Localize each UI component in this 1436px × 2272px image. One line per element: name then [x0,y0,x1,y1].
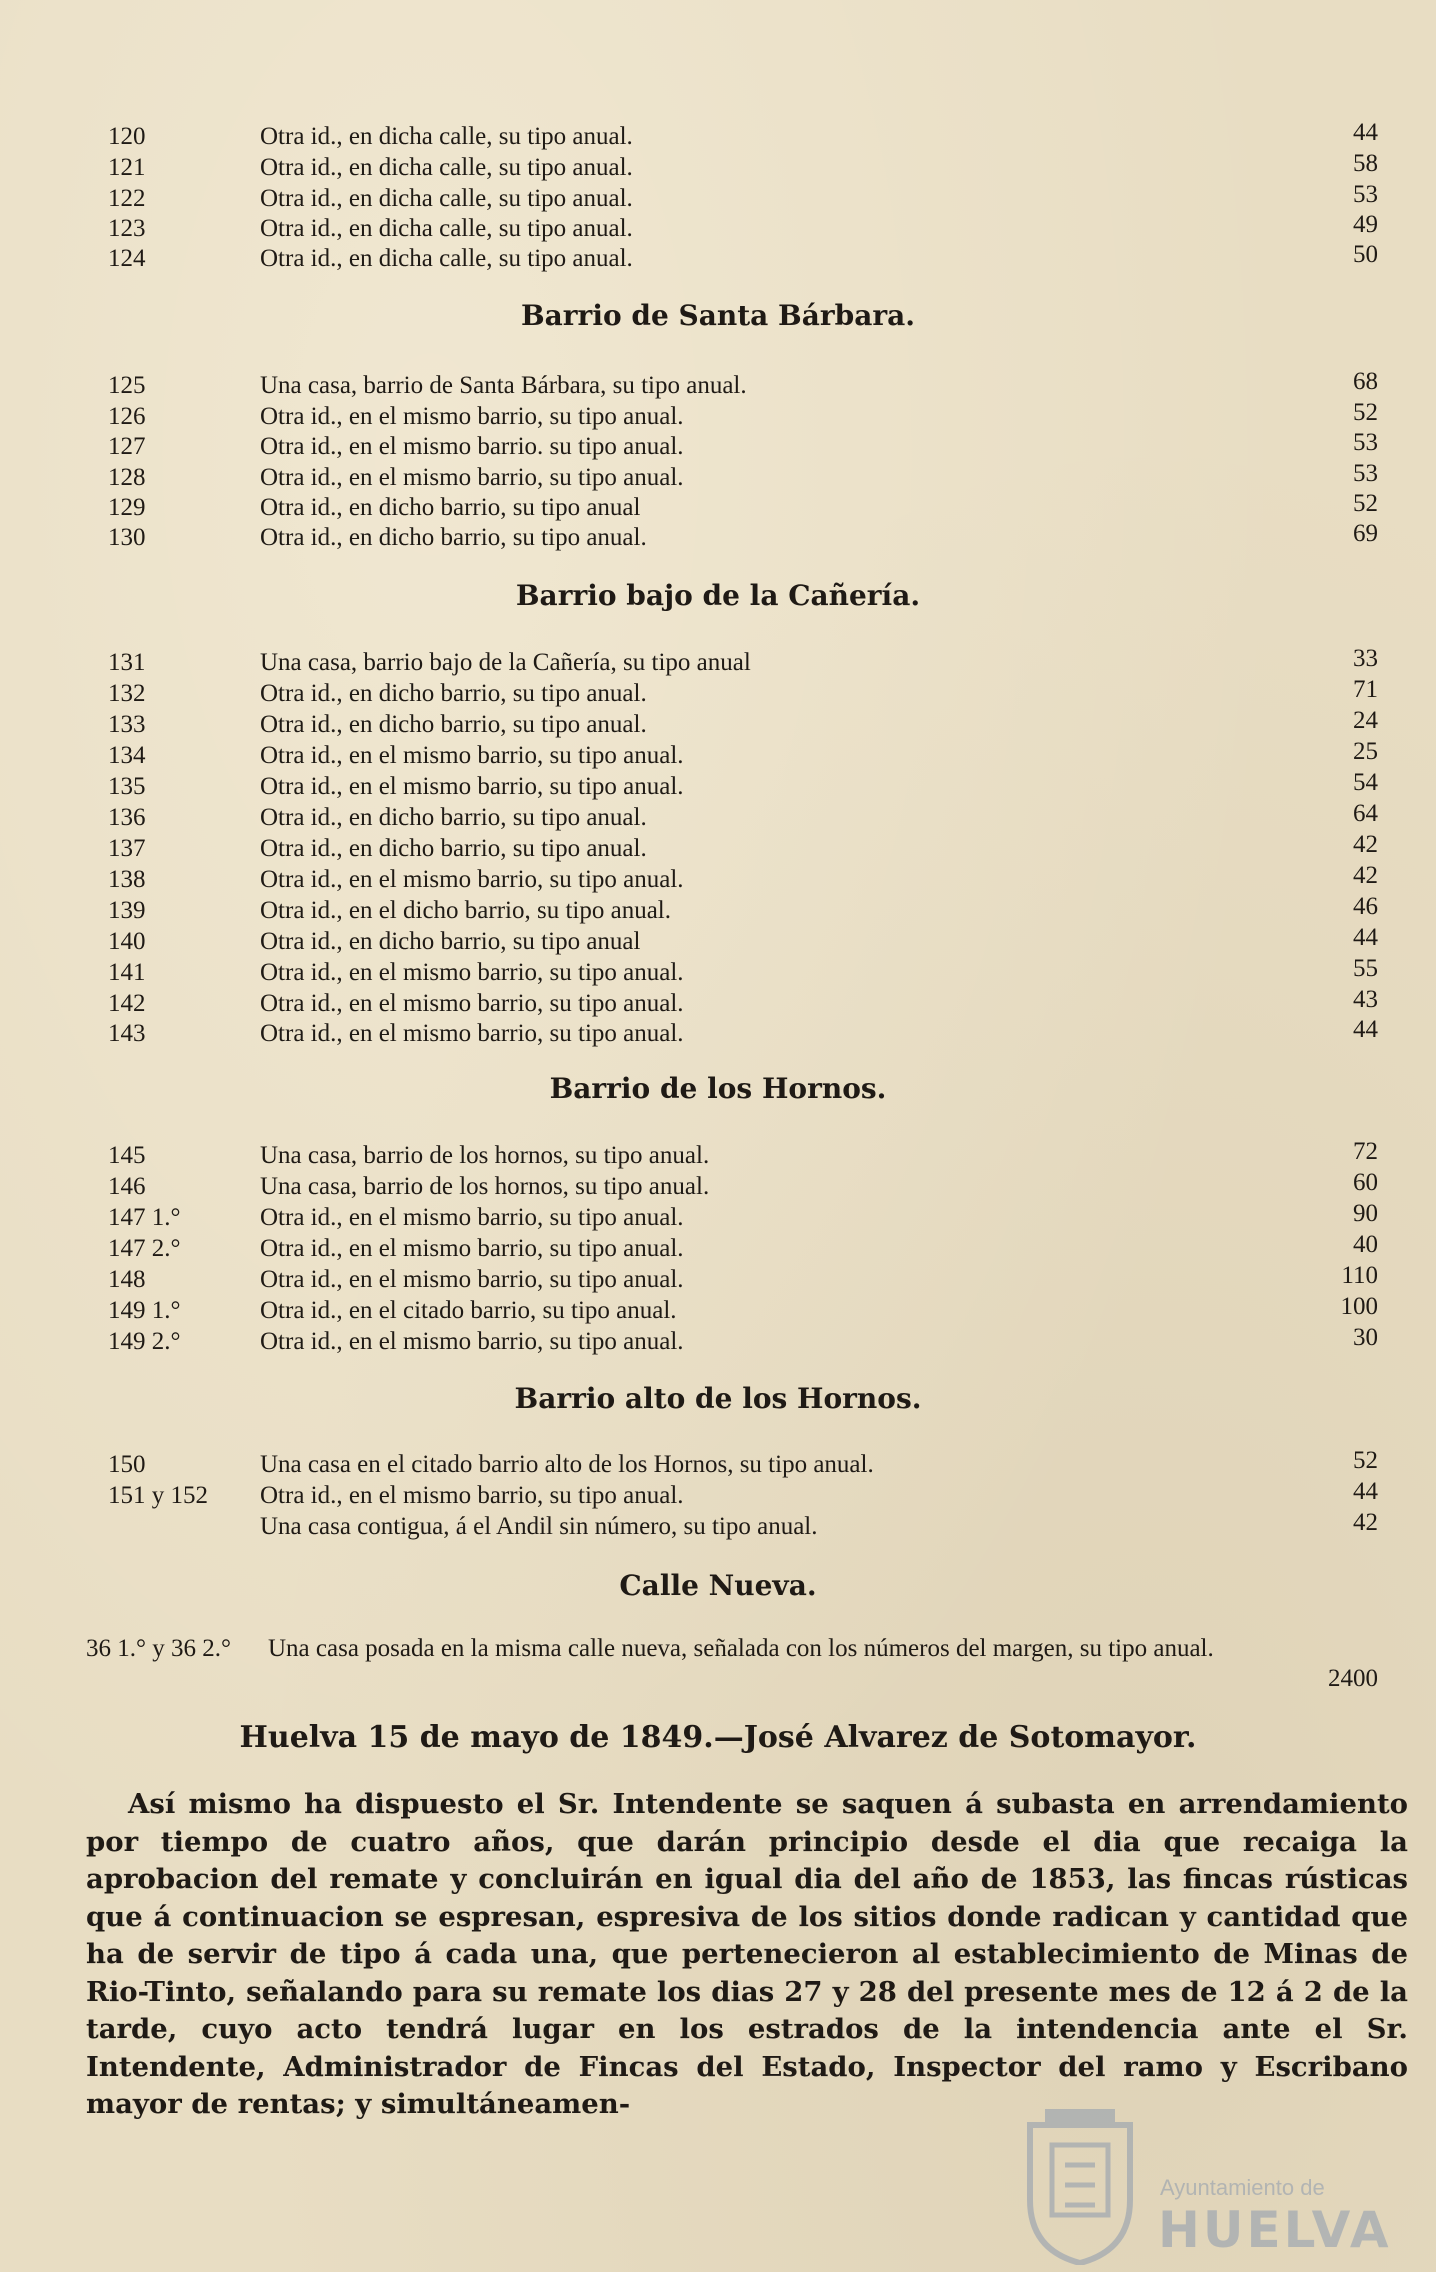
list-item [0,1140,1436,1171]
list-item [0,802,1436,833]
item-value: 33 [1353,645,1378,672]
list-item [0,1233,1436,1264]
item-description: Otra id., en el mismo barrio, su tipo anual. [260,866,684,893]
item-number: 138 [108,866,146,893]
item-number: 126 [108,403,146,430]
watermark-line1: Ayuntamiento de [1160,2175,1325,2200]
item-description: Otra id., en el dicho barrio, su tipo anual. [260,897,671,924]
section-heading: Barrio de los Hornos. [549,1072,887,1105]
item-number: 147 2.° [108,1235,181,1262]
item-value: 44 [1353,1478,1378,1505]
item-number: 140 [108,928,146,955]
item-description: Otra id., en el mismo barrio, su tipo anual. [260,1482,684,1509]
list-item [0,462,1436,493]
section-heading: Barrio de Santa Bárbara. [521,299,915,332]
item-description: Otra id., en el mismo barrio, su tipo anual. [260,1204,684,1231]
item-value: 72 [1353,1138,1378,1165]
item-number: 145 [108,1142,146,1169]
item-number: 143 [108,1020,146,1047]
item-number: 131 [108,649,146,676]
item-description: Otra id., en dicha calle, su tipo anual. [260,245,633,272]
list-item [0,833,1436,864]
list-item [0,213,1436,244]
item-value: 53 [1353,460,1378,487]
item-number: 149 2.° [108,1328,181,1355]
item-description: Una casa, barrio de Santa Bárbara, su tipo anual. [260,372,747,399]
item-description: Una casa posada en la misma calle nueva, señalada con los números del margen, su tipo anual. [268,1635,1214,1662]
item-number: 137 [108,835,146,862]
item-number: 123 [108,215,146,242]
list-item [0,522,1436,553]
signature-line: Huelva 15 de mayo de 1849.—José Alvarez de Sotomayor. [239,1720,1197,1755]
body-paragraph: Así mismo ha dispuesto el Sr. Intendente se saquen á subasta en arrendamiento por tiempo de cuatro años, que darán principio desde el dia que recaiga la aprobacion del remate y concluirán en igual dia del año de 1853, las fincas rústicas que á continuacion se espresan, espresiva de los sitios donde radican y cantidad que ha de servir de tipo á cada una, que pertenecieron al establecimiento de Minas de Rio-Tinto, señalando para su remate los dias 27 y 28 del presente mes de 12 á 2 de la tarde, cuyo acto tendrá lugar en los estrados de la intendencia ante el Sr. Intendente, Administrador de Fincas del Estado, Inspector del ramo y Escribano mayor de rentas; y simultáneamen- [86,1788,1408,2120]
section-heading: Barrio bajo de la Cañería. [515,579,921,612]
item-number: 132 [108,680,146,707]
item-number: 127 [108,433,146,460]
list-item [0,647,1436,678]
list-item [0,492,1436,523]
item-number: 139 [108,897,146,924]
list-item [0,183,1436,214]
list-item [0,1480,1436,1511]
item-value: 90 [1353,1200,1378,1227]
item-value: 71 [1353,676,1378,703]
watermark [1020,2105,1390,2265]
coat-of-arms-icon [1020,2105,1140,2265]
item-number: 146 [108,1173,146,1200]
item-description: Otra id., en el mismo barrio, su tipo anual. [260,1235,684,1262]
item-description: Una casa contigua, á el Andil sin número, su tipo anual. [260,1513,818,1540]
item-value: 110 [1341,1262,1378,1289]
item-number: 121 [108,154,146,181]
item-value: 44 [1353,119,1378,146]
item-description: Otra id., en el mismo barrio, su tipo anual. [260,959,684,986]
item-number: 136 [108,804,146,831]
item-description: Otra id., en el mismo barrio, su tipo anual. [260,1328,684,1355]
item-value: 52 [1353,1447,1378,1474]
item-value: 64 [1353,800,1378,827]
list-item [0,1326,1436,1357]
item-value: 58 [1353,150,1378,177]
item-value: 43 [1353,986,1378,1013]
item-description: Una casa, barrio bajo de la Cañería, su tipo anual [260,649,751,676]
list-item [0,988,1436,1019]
item-description: Otra id., en el mismo barrio, su tipo anual. [260,742,684,769]
item-value: 53 [1353,181,1378,208]
item-description: Otra id., en dicha calle, su tipo anual. [260,215,633,242]
item-description: Otra id., en el mismo barrio, su tipo anual. [260,1266,684,1293]
item-description: Una casa en el citado barrio alto de los Hornos, su tipo anual. [260,1451,874,1478]
item-value: 52 [1353,490,1378,517]
item-value: 60 [1353,1169,1378,1196]
list-item [0,864,1436,895]
list-item [0,1449,1436,1480]
watermark-line2: HUELVA [1158,2201,1392,2259]
item-description: Otra id., en dicha calle, su tipo anual. [260,185,633,212]
item-description: Otra id., en el citado barrio, su tipo anual. [260,1297,677,1324]
list-item [0,678,1436,709]
item-number: 120 [108,123,146,150]
list-item [0,895,1436,926]
item-description: Otra id., en el mismo barrio, su tipo anual. [260,990,684,1017]
item-number: 148 [108,1266,146,1293]
section-heading: Calle Nueva. [619,1569,817,1602]
item-number: 130 [108,524,146,551]
list-item [0,243,1436,274]
item-description: Otra id., en dicho barrio, su tipo anual. [260,524,647,551]
list-item [0,121,1436,152]
item-number: 135 [108,773,146,800]
list-item [0,1202,1436,1233]
item-number: 125 [108,372,146,399]
item-description: Una casa, barrio de los hornos, su tipo anual. [260,1173,710,1200]
list-item [0,1264,1436,1295]
list-item [0,957,1436,988]
item-number: 149 1.° [108,1297,181,1324]
item-number: 128 [108,464,146,491]
item-value: 54 [1353,769,1378,796]
item-description: Otra id., en dicho barrio, su tipo anual. [260,804,647,831]
item-value: 2400 [1328,1665,1378,1692]
item-value: 46 [1353,893,1378,920]
item-value: 40 [1353,1231,1378,1258]
list-item [0,771,1436,802]
item-description: Otra id., en dicho barrio, su tipo anual. [260,680,647,707]
list-item [0,401,1436,432]
item-description: Otra id., en dicho barrio, su tipo anual. [260,835,647,862]
item-description: Otra id., en el mismo barrio. su tipo anual. [260,433,684,460]
list-item [0,431,1436,462]
list-item [0,1171,1436,1202]
item-value: 30 [1353,1324,1378,1351]
item-number: 150 [108,1451,146,1478]
item-value: 42 [1353,1509,1378,1536]
item-value: 69 [1353,520,1378,547]
item-value: 53 [1353,429,1378,456]
item-value: 42 [1353,862,1378,889]
item-number: 142 [108,990,146,1017]
item-value: 68 [1353,368,1378,395]
section-heading: Barrio alto de los Hornos. [514,1382,922,1415]
item-number: 134 [108,742,146,769]
item-description: Otra id., en el mismo barrio, su tipo anual. [260,464,684,491]
item-description: Otra id., en dicho barrio, su tipo anual [260,928,641,955]
list-item [0,1018,1436,1049]
item-number: 36 1.° y 36 2.° [86,1635,231,1662]
item-description: Otra id., en dicha calle, su tipo anual. [260,154,633,181]
list-item [0,740,1436,771]
item-number: 141 [108,959,146,986]
item-description: Otra id., en el mismo barrio, su tipo anual. [260,403,684,430]
item-value: 42 [1353,831,1378,858]
list-item [0,1295,1436,1326]
item-number: 129 [108,494,146,521]
list-item [0,926,1436,957]
item-number: 124 [108,245,146,272]
item-number: 151 y 152 [108,1482,208,1509]
item-value: 49 [1353,211,1378,238]
list-item [0,1511,1436,1542]
item-description: Otra id., en dicha calle, su tipo anual. [260,123,633,150]
item-value: 50 [1353,241,1378,268]
item-value: 52 [1353,399,1378,426]
item-value: 55 [1353,955,1378,982]
item-description: Otra id., en el mismo barrio, su tipo anual. [260,1020,684,1047]
item-value: 100 [1340,1293,1378,1320]
item-description: Una casa, barrio de los hornos, su tipo anual. [260,1142,710,1169]
item-description: Otra id., en dicho barrio, su tipo anual [260,494,641,521]
item-number: 147 1.° [108,1204,181,1231]
item-description: Otra id., en dicho barrio, su tipo anual. [260,711,647,738]
item-number: 122 [108,185,146,212]
item-number: 133 [108,711,146,738]
item-value: 25 [1353,738,1378,765]
item-value: 44 [1353,1016,1378,1043]
list-item [0,709,1436,740]
item-value: 44 [1353,924,1378,951]
list-item [0,370,1436,401]
item-description: Otra id., en el mismo barrio, su tipo anual. [260,773,684,800]
item-value: 24 [1353,707,1378,734]
list-item [0,152,1436,183]
